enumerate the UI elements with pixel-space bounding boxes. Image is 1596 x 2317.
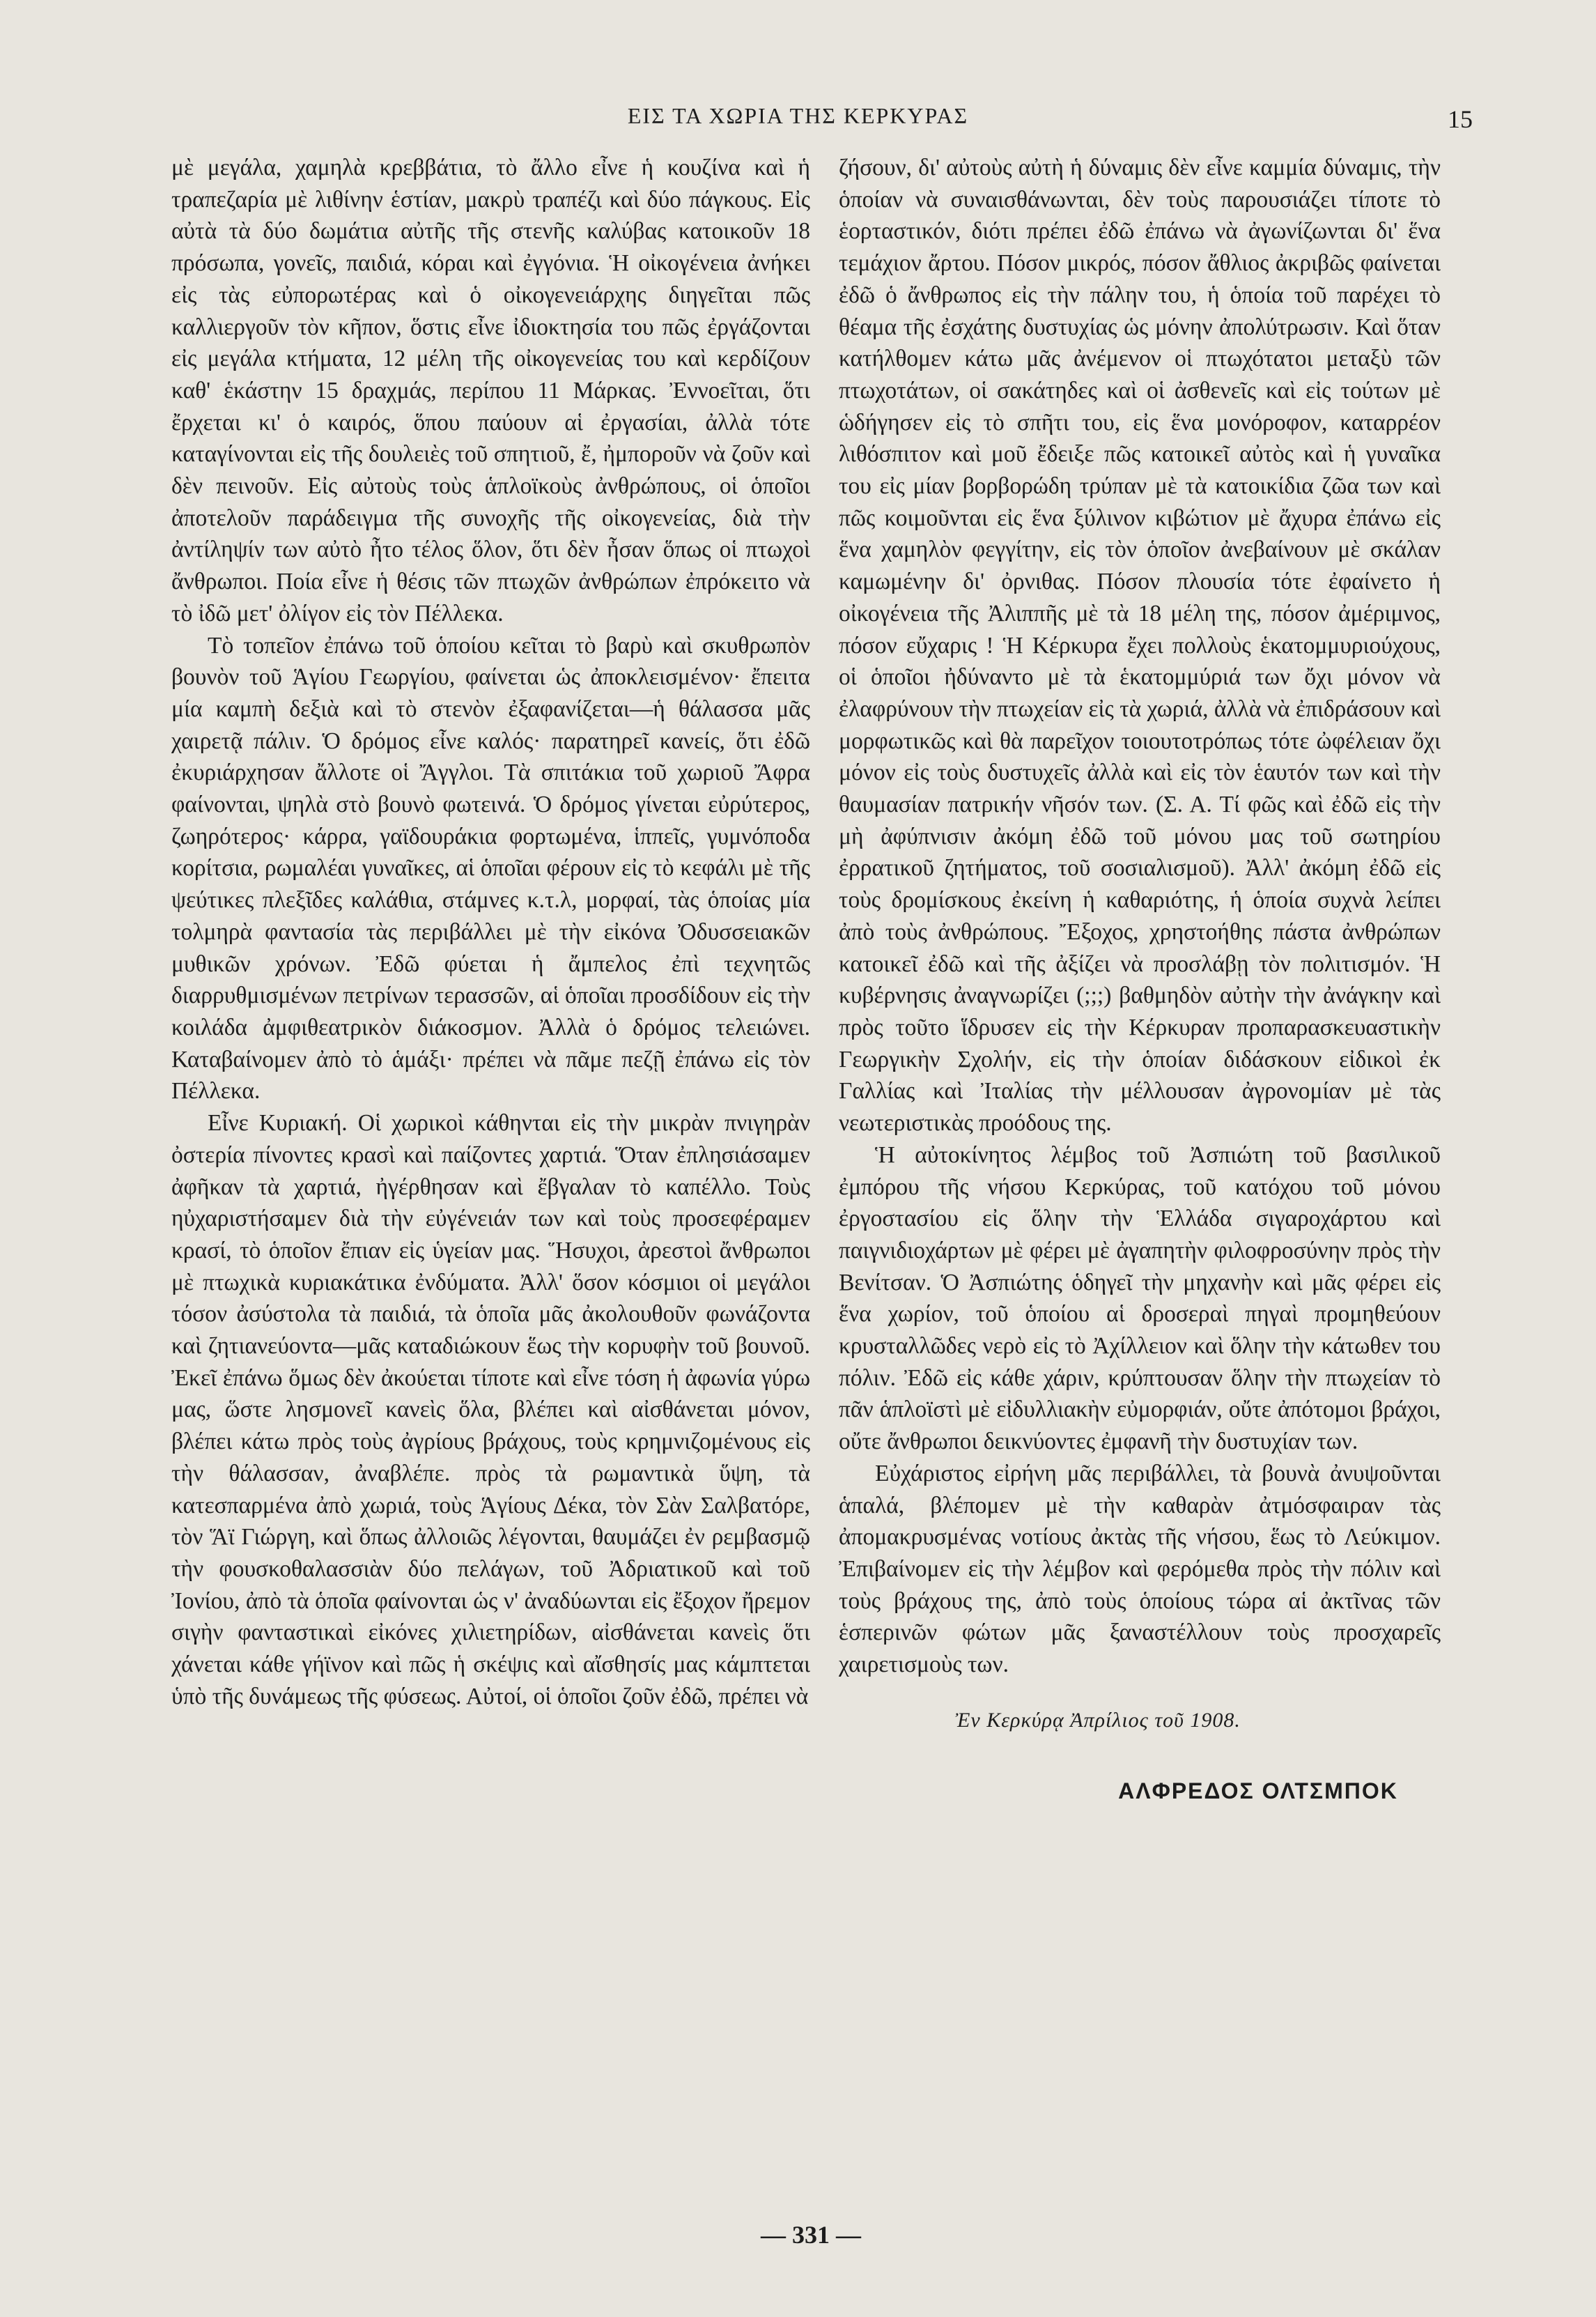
folio-number: — 331 —: [761, 2221, 861, 2249]
page-number: 15: [1448, 105, 1473, 133]
paragraph: μὲ μεγάλα, χαμηλὰ κρεββάτια, τὸ ἄλλο εἶνε ἡ κουζίνα καὶ ἡ τραπεζαρία μὲ λιθίνην ἑστίαν, μακρὺ τραπέζι καὶ δύο πάγκους. Εἰς αὐτὰ τὰ δύο δωμάτια αὐτῆς τῆς στενῆς καλύβας κατοικοῦν 18 πρόσωπα, γονεῖς, παιδιά, κόραι καὶ ἐγγόνια. Ἡ οἰκογένεια ἀνήκει εἰς τὰς εὐπορωτέρας καὶ ὁ οἰκογενειάρχης διηγεῖται πῶς καλλιεργοῦν τὸν κῆπον, ὅστις εἶνε ἰδιοκτησία του πῶς ἐργάζονται εἰς μεγάλα κτήματα, 12 μέλη τῆς οἰκογενείας του καὶ κερδίζουν καθ' ἑκάστην 15 δραχμάς, περίπου 11 Μάρκας. Ἐννοεῖται, ὅτι ἔρχεται κι' ὁ καιρός, ὅπου παύουν αἱ ἐργασίαι, ἀλλὰ τότε καταγίνονται εἰς τῆς δουλειὲς τοῦ σπητιοῦ, ἔ, ἠμποροῦν νὰ ζοῦν καὶ δὲν πεινοῦν. Εἰς αὐτοὺς τοὺς ἁπλοϊκοὺς ἀνθρώπους, οἱ ὁποῖοι ἀποτελοῦν παράδειγμα τῆς συνοχῆς τῆς οἰκογενείας, διὰ τὴν ἀντίληψίν των αὐτὸ ἦτο τέλος ὅλον, ὅτι δὲν ἦσαν ὅπως οἱ πτωχοὶ ἄνθρωποι. Ποία εἶνε ἡ θέσις τῶν πτωχῶν ἀνθρώπων ἐπρόκειτο νὰ τὸ ἰδῶ μετ' ὀλίγον εἰς τὸν Πέλλεκα.: [171, 155, 810, 626]
running-title: ΕΙΣ ΤΑ ΧΩΡΙΑ ΤΗΣ ΚΕΡΚΥΡΑΣ: [627, 103, 969, 128]
paragraph: Ἡ αὐτοκίνητος λέμβος τοῦ Ἀσπιώτη τοῦ βασιλικοῦ ἐμπόρου τῆς νήσου Κερκύρας, τοῦ κατόχου τοῦ μόνου ἐργοστασίου εἰς ὅλην τὴν Ἑλλάδα σιγαροχάρτου καὶ παιγνιδιοχάρτων μὲ φέρει μὲ ἀγαπητὴν φιλοφροσύνην πρὸς τὴν Βενίτσαν. Ὁ Ἀσπιώτης ὁδηγεῖ τὴν μηχανὴν καὶ μᾶς φέρει εἰς ἕνα χωρίον, τοῦ ὁποίου αἱ δροσεραὶ πηγαὶ προμηθεύουν κρυσταλλῶδες νερὸ εἰς τὸ Ἀχίλλειον καὶ ὅλην τὴν κάτωθεν του πόλιν. Ἐδῶ εἰς κάθε χάριν, κρύπτουσαν ὅλην τὴν πτωχείαν τὸ πᾶν ἁπλοϊστὶ μὲ εἰδυλλιακὴν εὐμορφιάν, οὔτε ἀπότομοι βράχοι, οὔτε ἄνθρωποι δεικνύοντες ἐμφανῆ τὴν δυστυχίαν των.: [839, 1141, 1441, 1455]
author-signature: ΑΛΦΡΕΔΟΣ ΟΛΤΣΜΠΟΚ: [1118, 1778, 1398, 1803]
paragraph: Τὸ τοπεῖον ἐπάνω τοῦ ὁποίου κεῖται τὸ βαρὺ καὶ σκυθρωπὸν βουνὸν τοῦ Ἁγίου Γεωργίου, φαίνεται ὡς ἀποκλεισμένον· ἔπειτα μία καμπὴ δεξιὰ καὶ τὸ στενὸν ἐξαφανίζεται—ἡ θάλασσα μᾶς χαιρετᾷ πάλιν. Ὁ δρόμος εἶνε καλός· παρατηρεῖ κανείς, ὅτι ἐδῶ ἐκυριάρχησαν ἄλλοτε οἱ Ἄγγλοι. Τὰ σπιτάκια τοῦ χωριοῦ Ἄφρα φαίνονται, ψηλὰ στὸ βουνὸ φωτεινά. Ὁ δρόμος γίνεται εὐρύτερος, ζωηρότερος· κάρρα, γαϊδουράκια φορτωμένα, ἱππεῖς, γυμνόποδα κορίτσια, ρωμαλέαι γυναῖκες, αἱ ὁποῖαι φέρουν εἰς τὸ κεφάλι μὲ τῆς ψεύτικες πλεξῖδες καλάθια, στάμνες κ.τ.λ, μορφαί, τὰς ὁποίας μία τολμηρὰ φαντασία τὰς περιβάλλει μὲ τὴν εἰκόνα Ὀδυσσειακῶν μυθικῶν χρόνων. Ἐδῶ φύεται ἡ ἄμπελος ἐπὶ τεχνητῶς διαρρυθμισμένων πετρίνων τερασσῶν, αἱ ὁποῖαι προσδίδουν εἰς τὴν κοιλάδα ἀμφιθεατρικὸν διάκοσμον. Ἀλλὰ ὁ δρόμος τελειώνει. Καταβαίνομεν ἀπὸ τὸ ἁμάξι· πρέπει νὰ πᾶμε πεζῇ ἐπάνω εἰς τὸν Πέλλεκα.: [171, 632, 810, 1104]
dateline: Ἐν Κερκύρᾳ Ἀπρίλιος τοῦ 1908.: [955, 1709, 1241, 1732]
left-column: [171, 152, 810, 1712]
paragraph: Εἶνε Κυριακή. Οἱ χωρικοὶ κάθηνται εἰς τὴν μικρὰν πνιγηρὰν ὀστερία πίνοντες κρασὶ καὶ παίζοντες χαρτιά. Ὅταν ἐπλησιάσαμεν ἀφῆκαν τὰ χαρτιά, ἠγέρθησαν καὶ ἔβγαλαν τὸ καπέλλο. Τοὺς ηὐχαριστήσαμεν διὰ τὴν εὐγένειάν των καὶ τοὺς προσεφέραμεν κρασί, τὸ ὁποῖον ἔπιαν εἰς ὑγείαν μας. Ἥσυχοι, ἀρεστοὶ ἄνθρωποι μὲ πτωχικὰ κυριακάτικα ἐνδύματα. Ἀλλ' ὅσον κόσμιοι οἱ μεγάλοι τόσον ἀσύστολα τὰ παιδιά, τὰ ὁποῖα μᾶς ἀκολουθοῦν φωνάζοντα καὶ ζητιανεύοντα—μᾶς καταδιώκουν ἕως τὴν κορυφὴν τοῦ βουνοῦ. Ἐκεῖ ἐπάνω ὅμως δὲν ἀκούεται τίποτε καὶ εἶνε τόση ἡ ἀφωνία γύρω μας, ὥστε λησμονεῖ κανεὶς ὅλα, βλέπει καὶ αἰσθάνεται μόνον, βλέπει κάτω πρὸς τοὺς ἀγρίους βράχους, τοὺς κρημνιζομένους εἰς τὴν θάλασσαν, ἀναβλέπε. πρὸς τὰ ρωμαντικὰ ὕψη, τὰ κατεσπαρμένα ἀπὸ χωριά, τοὺς Ἁγίους Δέκα, τὸν Σὰν Σαλβατόρε, τὸν Ἅϊ Γιώργη, καὶ ὅπως ἀλλοιῶς λέγονται, θαυμάζει ἐν ρεμβασμῷ τὴν φουσκοθαλασσιὰν δύο πελάγων, τοῦ Ἀδριατικοῦ καὶ τοῦ Ἰονίου, ἀπὸ τὰ ὁποῖα φαίνονται ὡς ν' ἀναδύωνται εἰς ἔξοχον ἤρεμον σιγὴν φανταστικαὶ εἰκόνες χιλιετηρίδων, αἰσθάνεται κανεὶς ὅτι χάνεται κάθε γήϊνον καὶ πῶς ἡ σκέψις καὶ αἴσθησίς μας κάμπτεται ὑπὸ τῆς δυνάμεως τῆς φύσεως. Αὐτοί, οἱ ὁποῖοι ζοῦν ἐδῶ, πρέπει νὰ: [171, 1110, 810, 1709]
paragraph: Εὐχάριστος εἰρήνη μᾶς περιβάλλει, τὰ βουνὰ ἀνυψοῦνται ἁπαλά, βλέπομεν μὲ τὴν καθαρὰν ἀτμόσφαιραν τὰς ἀπομακρυσμένας νοτίους ἀκτὰς τῆς νήσου, ἕως τὸ Λεύκιμον. Ἐπιβαίνομεν εἰς τὴν λέμβον καὶ φερόμεθα πρὸς τὴν πόλιν καὶ τοὺς βράχους της, ἀπὸ τοὺς ὁποίους τώρα αἱ ἀκτῖνας τῶν ἑσπερινῶν φώτων μᾶς ξαναστέλλουν τοὺς προσχαρεῖς χαιρετισμοὺς των.: [839, 1460, 1441, 1678]
paragraph: ζήσουν, δι' αὐτοὺς αὐτὴ ἡ δύναμις δὲν εἶνε καμμία δύναμις, τὴν ὁποίαν νὰ συναισθάνωνται, δὲν τοὺς παρουσιάζει τίποτε τὸ ἑορταστικόν, διότι πρέπει ἐδῶ ἐπάνω νὰ ἀγωνίζωνται δι' ἕνα τεμάχιον ἄρτου. Πόσον μικρός, πόσον ἄθλιος ἀκριβῶς φαίνεται ἐδῶ ὁ ἄνθρωπος εἰς τὴν πάλην του, ἡ ὁποία τοῦ παρέχει τὸ θέαμα τῆς ἐσχάτης δυστυχίας ὡς μόνην ἀπολύτρωσιν. Καὶ ὅταν κατήλθομεν κάτω μᾶς ἀνέμενον οἱ πτωχότατοι μεταξὺ τῶν πτωχοτάτων, οἱ σακάτηδες καὶ οἱ ἀσθενεῖς καὶ εἰς τούτων μὲ ὡδήγησεν εἰς τὸ σπῆτι του, εἰς ἕνα μονόροφον, καταρρέον λιθόσπιτον καὶ μοῦ ἔδειξε πῶς κατοικεῖ αὐτὸς καὶ ἡ γυναῖκα του εἰς μίαν βορβορώδη τρύπαν μὲ τὰ κατοικίδια ζῶα των καὶ πῶς κοιμοῦνται εἰς ἕνα ξύλινον κιβώτιον μὲ ἄχυρα ἐπάνω εἰς ἕνα χαμηλὸν φεγγίτην, εἰς τὸν ὁποῖον ἀνεβαίνουν μὲ σκάλαν καμωμένην δι' ὀρνιθας. Πόσον πλουσία τότε ἐφαίνετο ἡ οἰκογένεια τῆς Ἀλιππῆς μὲ τὰ 18 μέλη της, πόσον ἀμέριμνος, πόσον εὔχαρις ! Ἡ Κέρκυρα ἔχει πολλοὺς ἑκατομμυριούχους, οἱ ὁποῖοι ἠδύναντο μὲ τὰ ἑκατομμύριά των ὄχι μόνον νὰ ἐλαφρύνουν τὴν πτωχείαν εἰς τὰ χωριά, ἀλλὰ νὰ ἐπιδράσουν καὶ μορφωτικῶς καὶ θὰ παρεῖχον τοιουτοτρόπως τότε ὠφέλειαν ὄχι μόνον εἰς τοὺς δυστυχεῖς ἀλλὰ καὶ εἰς τὸν ἑαυτόν των καὶ τὴν θαυμασίαν πατρικήν νῆσόν των. (Σ. Α. Τί φῶς καὶ ἐδῶ εἰς τὴν μὴ ἀφύπνισιν ἀκόμη ἐδῶ τοῦ μόνου μας τοῦ σωτηρίου ἐρρατικοῦ ζητήματος, τοῦ σοσιαλισμοῦ). Ἀλλ' ἀκόμη ἐδῶ εἰς τοὺς δρομίσκους ἐκείνη ἡ καθαριότης, ἡ ὁποία συχνὰ λείπει ἀπὸ τοὺς ἀνθρώπους. Ἔξοχος, χρηστοήθης πάστα ἀνθρώπων κατοικεῖ ἐδῶ καὶ τῆς ἀξίζει νὰ προσλάβῃ τὸν πολιτισμόν. Ἡ κυβέρνησις ἀναγνωρίζει (;;;) βαθμηδὸν αὐτὴν τὴν ἀνάγκην καὶ πρὸς τοῦτο ἵδρυσεν εἰς τὴν Κέρκυραν προπαρασκευαστικὴν Γεωργικὴν Σχολήν, εἰς τὴν ὁποίαν διδάσκουν εἰδικοὶ ἐκ Γαλλίας καὶ Ἰταλίας τὴν μέλλουσαν ἀγρονομίαν μὲ τὰς νεωτεριστικὰς προόδους της.: [839, 155, 1441, 1137]
right-column: [839, 152, 1441, 1681]
